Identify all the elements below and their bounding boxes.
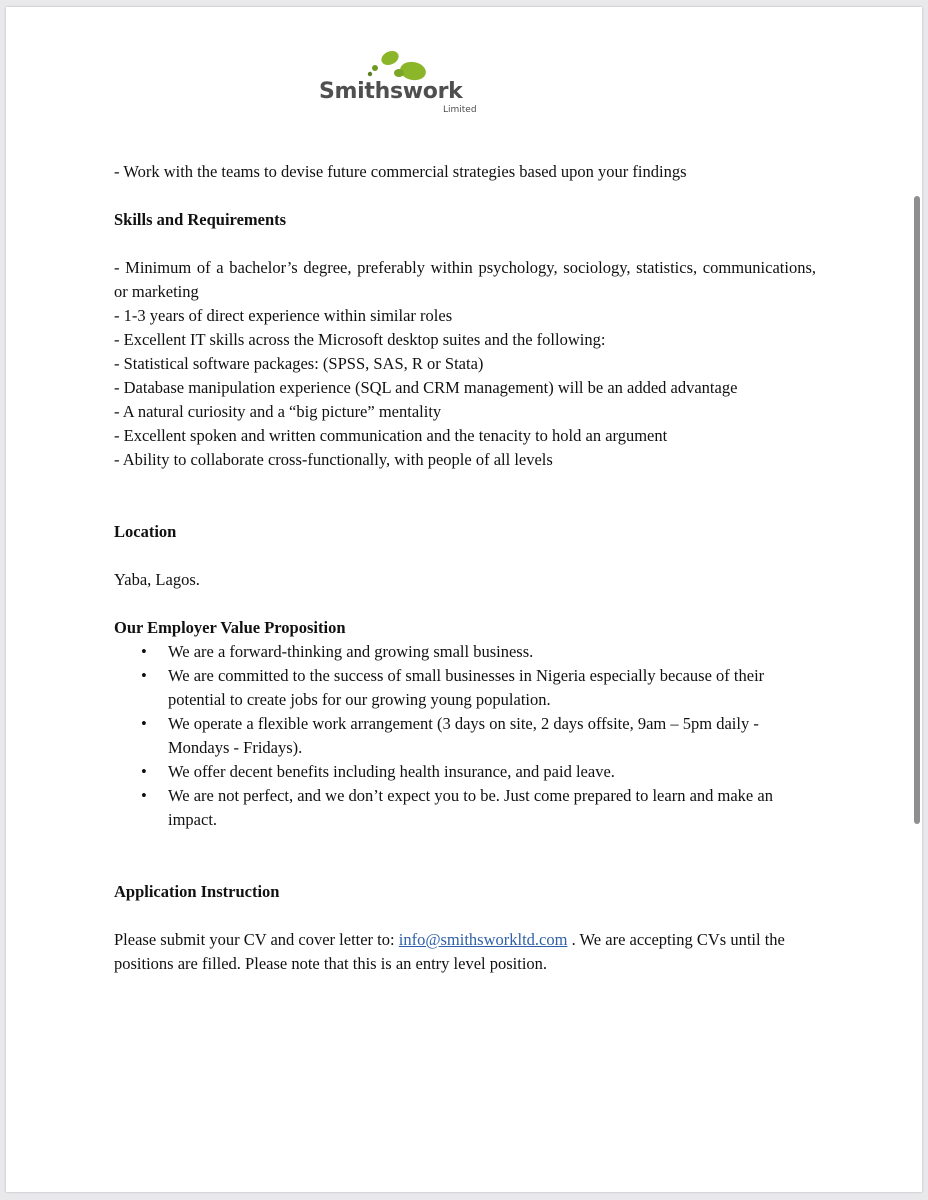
location-heading: Location	[114, 522, 177, 541]
evp-heading: Our Employer Value Proposition	[114, 618, 346, 637]
evp-item-text: We are a forward-thinking and growing small business.	[168, 642, 534, 661]
scrollbar[interactable]	[910, 7, 922, 1192]
skills-item: - Ability to collaborate cross-functionally, with people of all levels	[114, 450, 553, 469]
skills-item: - 1-3 years of direct experience within similar roles	[114, 306, 453, 325]
application-text-before: Please submit your CV and cover letter to:	[114, 930, 399, 949]
skills-heading: Skills and Requirements	[114, 210, 287, 229]
bullet-icon: •	[141, 786, 147, 805]
document-page	[6, 7, 922, 1192]
list-item	[141, 760, 816, 784]
bullet-icon: •	[141, 642, 147, 661]
skills-item: - Database manipulation experience (SQL and CRM management) will be an added advantage	[114, 378, 738, 397]
skills-item: - Minimum of a bachelor’s degree, preferably within psychology, sociology, statistics, communications, or marketing	[114, 258, 816, 301]
bullet-icon: •	[141, 762, 147, 781]
logo-wordmark: Smithswork	[319, 79, 463, 104]
application-text-after: . We are accepting CVs until the positions are filled. Please note that this is an entry level position.	[114, 930, 785, 973]
list-item	[141, 640, 816, 664]
evp-item-text: We offer decent benefits including health insurance, and paid leave.	[168, 762, 615, 781]
company-logo	[317, 47, 487, 119]
evp-list	[114, 640, 816, 832]
evp-item-text: We are not perfect, and we don’t expect you to be. Just come prepared to learn and make an impact.	[168, 786, 773, 829]
document-body	[114, 160, 816, 976]
bullet-icon: •	[141, 666, 147, 685]
list-item	[141, 784, 816, 832]
list-item	[141, 712, 816, 760]
skills-item: - A natural curiosity and a “big picture” mentality	[114, 402, 442, 421]
scrollbar-thumb[interactable]	[914, 196, 920, 824]
list-item	[141, 664, 816, 712]
email-link[interactable]: info@smithsworkltd.com	[398, 930, 568, 949]
application-heading: Application Instruction	[114, 882, 280, 901]
evp-item-text: We operate a flexible work arrangement (3 days on site, 2 days offsite, 9am – 5pm daily - Mondays - Fridays).	[168, 714, 759, 757]
skills-item: - Excellent IT skills across the Microsoft desktop suites and the following:	[114, 330, 606, 349]
bullet-icon: •	[141, 714, 147, 733]
skills-item: - Statistical software packages: (SPSS, SAS, R or Stata)	[114, 354, 484, 373]
intro-line: - Work with the teams to devise future commercial strategies based upon your findings	[114, 162, 687, 181]
logo-subtitle: Limited	[443, 105, 477, 115]
location-value: Yaba, Lagos.	[114, 570, 200, 589]
evp-item-text: We are committed to the success of small businesses in Nigeria especially because of their potential to create jobs for our growing young population.	[168, 666, 765, 709]
application-text	[114, 928, 816, 976]
skills-item: - Excellent spoken and written communication and the tenacity to hold an argument	[114, 426, 668, 445]
